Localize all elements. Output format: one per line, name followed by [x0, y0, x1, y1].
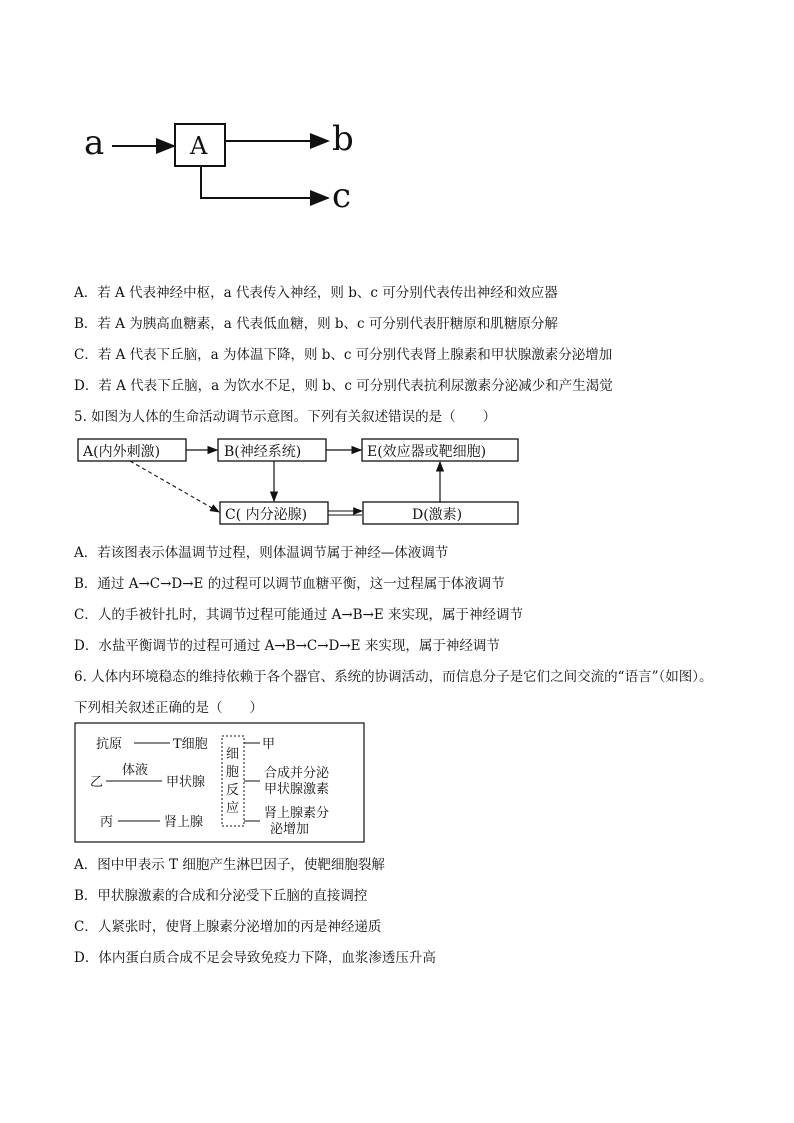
diagram1-box-label: A [190, 132, 208, 160]
q6-stem-line2: 下列相关叙述正确的是（ ） [74, 700, 263, 716]
q4-option-d: D．若 A 代表下丘脑，a 为饮水不足，则 b、c 可分别代表抗利尿激素分泌减少和产生渴觉 [74, 378, 613, 394]
row2-yi: 乙 [90, 775, 104, 790]
out1-jia: 甲 [262, 737, 276, 752]
arrow-A-to-c [201, 166, 328, 198]
diagram1-input-a: a [84, 123, 105, 163]
row3-adrenal: 肾上腺 [164, 815, 204, 830]
cell-response-char-4: 应 [226, 801, 240, 816]
q5-option-d: D．水盐平衡调节的过程可通过 A→B→C→D→E 来实现，属于神经调节 [74, 638, 500, 654]
q6-option-b: B．甲状腺激素的合成和分泌受下丘脑的直接调控 [74, 888, 368, 904]
out3-line2: 泌增加 [270, 822, 310, 837]
box-b-label: B(神经系统) [224, 444, 302, 460]
q6-option-d: D．体内蛋白质合成不足会导致免疫力下降，血浆渗透压升高 [74, 950, 436, 966]
cell-response-char-3: 反 [226, 783, 240, 798]
diagram-1 [70, 110, 370, 220]
diagram1-output-b: b [332, 119, 354, 159]
q4-option-c: C．若 A 代表下丘脑，a 为体温下降，则 b、c 可分别代表肾上腺素和甲状腺激素分泌增加 [74, 347, 613, 363]
row3-bing: 丙 [100, 815, 114, 830]
cell-response-char-2: 胞 [226, 765, 240, 780]
box-c-label: C( 内分泌腺) [225, 507, 308, 523]
q6-option-c: C．人紧张时，使肾上腺素分泌增加的丙是神经递质 [74, 919, 382, 935]
box-d-label: D(激素) [412, 507, 463, 523]
row2-body-fluid: 体液 [122, 763, 149, 778]
diagram1-output-c: c [332, 176, 352, 216]
cell-response-char-1: 细 [226, 747, 240, 762]
q5-stem: 5. 如图为人体的生命活动调节示意图。下列有关叙述错误的是（ ） [74, 409, 497, 425]
q4-option-b: B．若 A 为胰高血糖素，a 代表低血糖，则 b、c 可分别代表肝糖原和肌糖原分解 [74, 316, 558, 332]
q5-option-b: B．通过 A→C→D→E 的过程可以调节血糖平衡，这一过程属于体液调节 [74, 576, 505, 592]
out2-line1: 合成并分泌 [264, 766, 330, 781]
box-e-label: E(效应器或靶细胞) [367, 444, 487, 460]
q6-option-a: A．图中甲表示 T 细胞产生淋巴因子，使靶细胞裂解 [74, 857, 385, 873]
out3-line1: 肾上腺素分 [264, 806, 330, 821]
diagram-3 [74, 722, 366, 844]
q5-option-c: C．人的手被针扎时，其调节过程可能通过 A→B→E 来实现，属于神经调节 [74, 607, 524, 623]
row1-antigen: 抗原 [96, 737, 123, 752]
q6-stem-line1: 6. 人体内环境稳态的维持依赖于各个器官、系统的协调活动，而信息分子是它们之间交流的“语言”（如图）。 [74, 669, 713, 685]
row1-t-cell: T细胞 [173, 737, 208, 752]
dashed-arrow-a-to-c [130, 461, 219, 512]
out2-line2: 甲状腺激素 [264, 782, 330, 797]
q4-option-a: A．若 A 代表神经中枢，a 代表传入神经，则 b、c 可分别代表传出神经和效应器 [74, 285, 558, 301]
box-a-label: A(内外刺激) [83, 444, 161, 460]
diagram-2 [70, 432, 530, 530]
row2-thyroid: 甲状腺 [166, 775, 206, 790]
q5-option-a: A．若该图表示体温调节过程，则体温调节属于神经—体液调节 [74, 545, 449, 561]
